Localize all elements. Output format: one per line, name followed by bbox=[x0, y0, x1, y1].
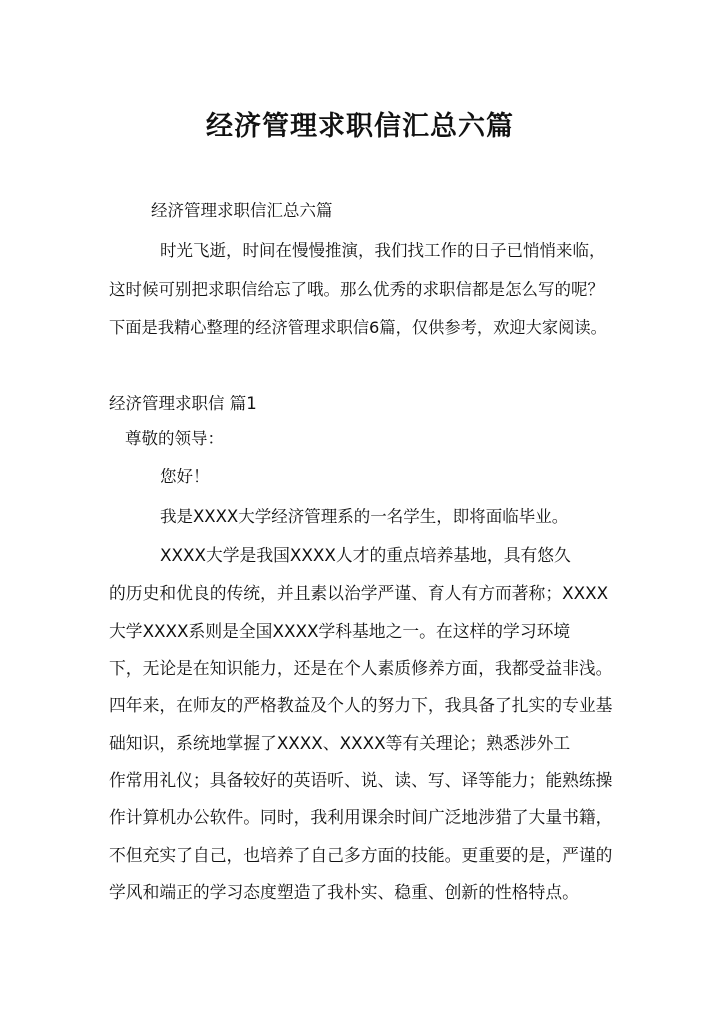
paragraph-line: 础知识，系统地掌握了XXXX、XXXX等有关理论；熟悉涉外工 bbox=[109, 733, 571, 753]
page-title: 经济管理求职信汇总六篇 bbox=[206, 111, 514, 142]
paragraph-line: 下，无论是在知识能力，还是在个人素质修养方面，我都受益非浅。 bbox=[109, 658, 613, 678]
paragraph-line: XXXX大学是我国XXXX人才的重点培养基地，具有悠久 bbox=[160, 545, 571, 565]
intro-line-2: 这时候可别把求职信给忘了哦。那么优秀的求职信都是怎么写的呢？ bbox=[109, 280, 604, 299]
section-heading: 经济管理求职信 篇1 bbox=[109, 394, 257, 413]
greeting: 您好！ bbox=[160, 467, 210, 486]
paragraph-line: 作计算机办公软件。同时，我利用课余时间广泛地涉猎了大量书籍， bbox=[109, 807, 613, 827]
paragraph-line: 大学XXXX系则是全国XXXX学科基地之一。在这样的学习环境 bbox=[109, 621, 571, 641]
self-introduction: 我是XXXX大学经济管理系的一名学生，即将面临毕业。 bbox=[160, 507, 569, 526]
paragraph-line: 作常用礼仪；具备较好的英语听、说、读、写、译等能力；能熟练操 bbox=[109, 770, 613, 790]
paragraph-line: 四年来，在师友的严格教益及个人的努力下，我具备了扎实的专业基 bbox=[109, 695, 613, 715]
intro-line-1: 时光飞逝，时间在慢慢推演，我们找工作的日子已悄悄来临， bbox=[160, 241, 606, 260]
subtitle: 经济管理求职信汇总六篇 bbox=[151, 201, 333, 220]
paragraph-line: 学风和端正的学习态度塑造了我朴实、稳重、创新的性格特点。 bbox=[109, 882, 579, 902]
salutation: 尊敬的领导： bbox=[125, 429, 224, 448]
intro-line-3: 下面是我精心整理的经济管理求职信6篇，仅供参考，欢迎大家阅读。 bbox=[109, 318, 607, 337]
paragraph-line: 的历史和优良的传统，并且素以治学严谨、育人有方而著称；XXXX bbox=[109, 583, 609, 603]
paragraph-line: 不但充实了自己，也培养了自己多方面的技能。更重要的是，严谨的 bbox=[109, 845, 613, 865]
